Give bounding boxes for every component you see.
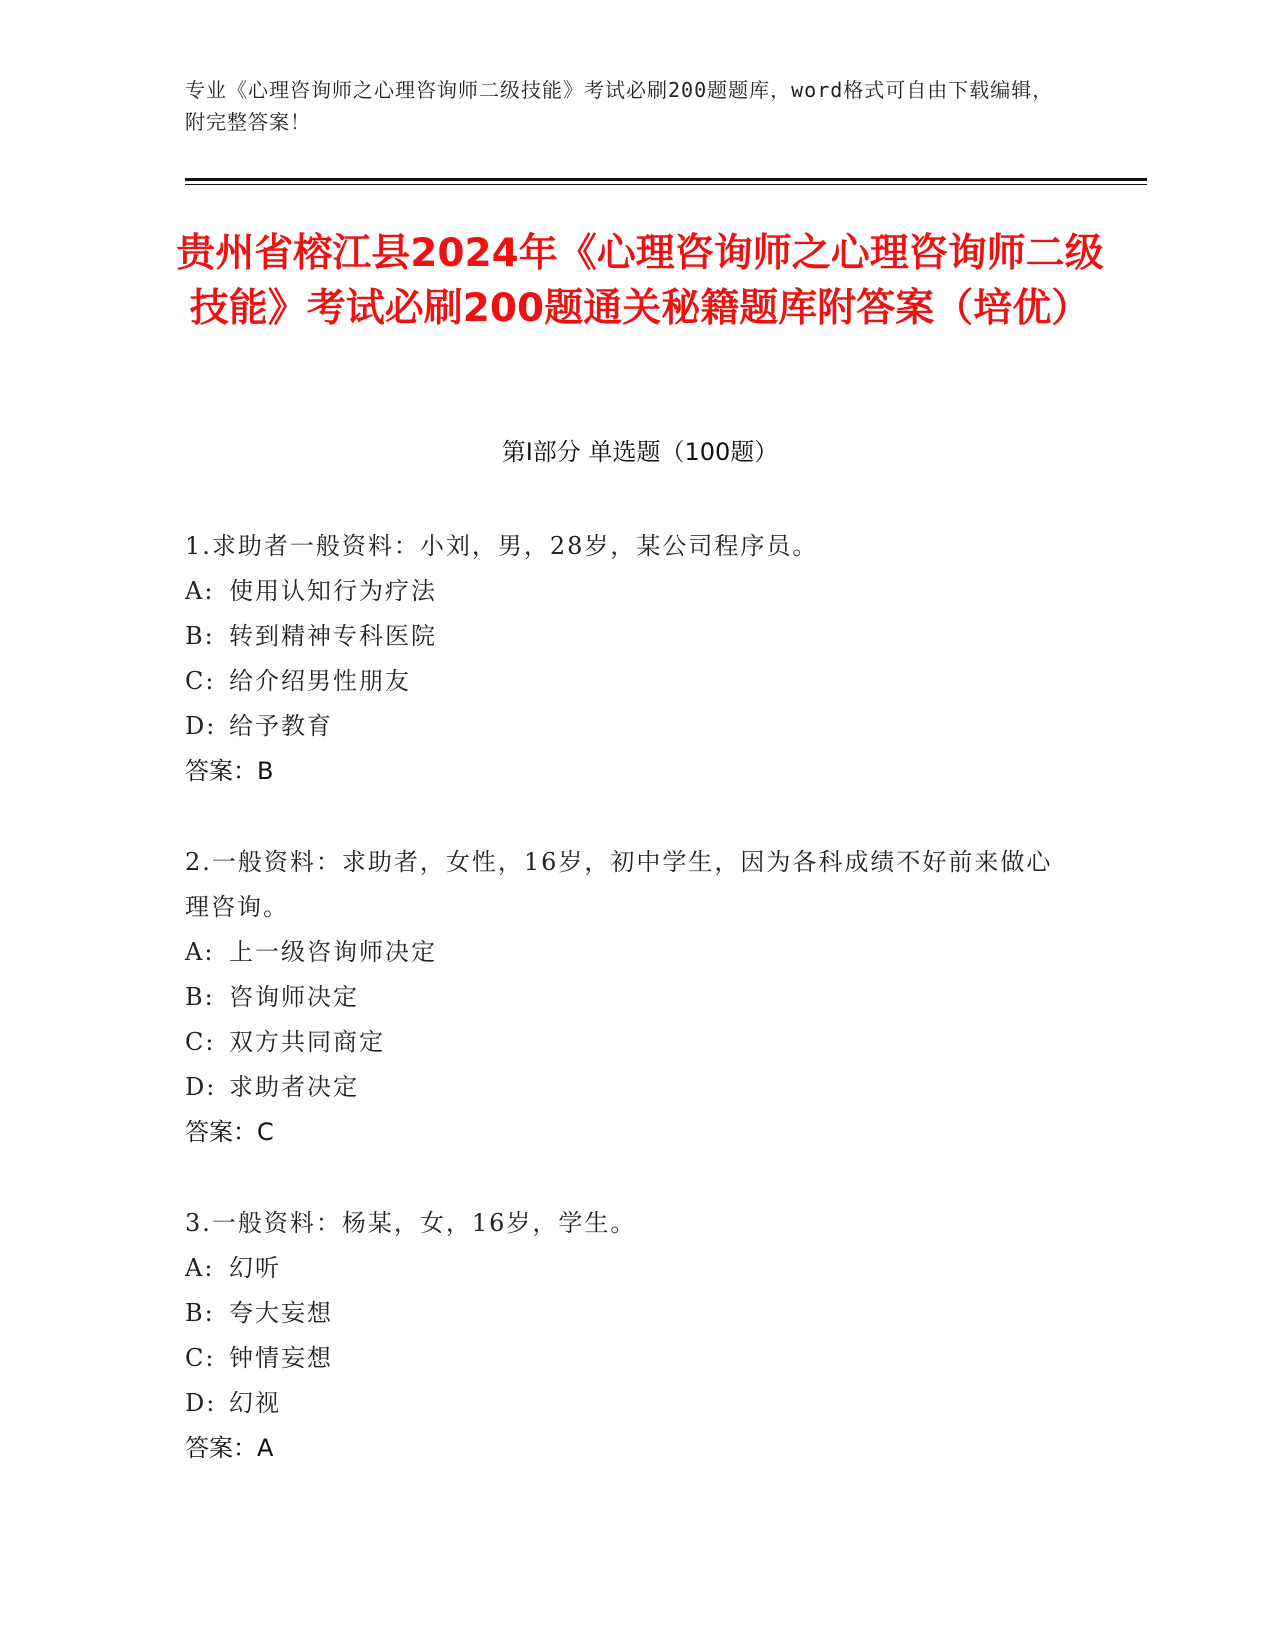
question-stem: 1.求助者一般资料：小刘，男，28岁，某公司程序员。 [185,532,819,560]
question-list [185,524,1065,1517]
option-letter: B: [185,622,215,650]
option-letter: A: [185,577,215,605]
question-answer: 答案：A [185,1434,274,1462]
option-text: 夸大妄想 [229,1299,333,1327]
option-letter: A: [185,1254,215,1282]
option-text: 转到精神专科医院 [229,622,437,650]
option-text: 钟情妄想 [229,1344,333,1372]
header-divider-thin [185,184,1147,185]
option-c [185,1020,1065,1065]
option-letter: C: [185,667,216,695]
option-letter: D: [185,1073,217,1101]
question-stem: 2.一般资料：求助者，女性，16岁，初中学生，因为各科成绩不好前来做心理咨询。 [185,848,1053,921]
option-b [185,975,1065,1020]
option-d [185,1065,1065,1110]
option-text: 给介绍男性朋友 [229,667,411,695]
option-text: 咨询师决定 [229,983,359,1011]
section-title: 第Ⅰ部分 单选题（100题） [501,438,779,466]
option-text: 使用认知行为疗法 [229,577,437,605]
question-2 [185,840,1065,1155]
option-b [185,1291,1065,1336]
option-letter: C: [185,1028,216,1056]
option-letter: D: [185,1389,217,1417]
question-answer: 答案：C [185,1118,274,1146]
option-letter: D: [185,712,217,740]
option-text: 幻视 [229,1389,281,1417]
question-answer: 答案：B [185,757,274,785]
option-text: 幻听 [229,1254,281,1282]
option-c [185,1336,1065,1381]
option-d [185,704,1065,749]
option-letter: B: [185,1299,215,1327]
option-letter: C: [185,1344,216,1372]
question-stem: 3.一般资料：杨某，女，16岁，学生。 [185,1209,637,1237]
question-1 [185,524,1065,794]
header-divider-thick [185,178,1147,181]
header-note: 专业《心理咨询师之心理咨询师二级技能》考试必刷200题题库，word格式可自由下载编辑，附完整答案！ [185,78,1054,134]
option-letter: A: [185,938,215,966]
question-3 [185,1201,1065,1471]
option-text: 求助者决定 [229,1073,359,1101]
option-a [185,1246,1065,1291]
option-text: 上一级咨询师决定 [229,938,437,966]
document-title: 贵州省榕江县2024年《心理咨询师之心理咨询师二级技能》考试必刷200题通关秘籍题库附答案（培优） [176,231,1104,331]
option-text: 双方共同商定 [229,1028,385,1056]
option-a [185,930,1065,975]
option-text: 给予教育 [229,712,333,740]
option-letter: B: [185,983,215,1011]
option-c [185,659,1065,704]
option-b [185,614,1065,659]
option-a [185,569,1065,614]
option-d [185,1381,1065,1426]
